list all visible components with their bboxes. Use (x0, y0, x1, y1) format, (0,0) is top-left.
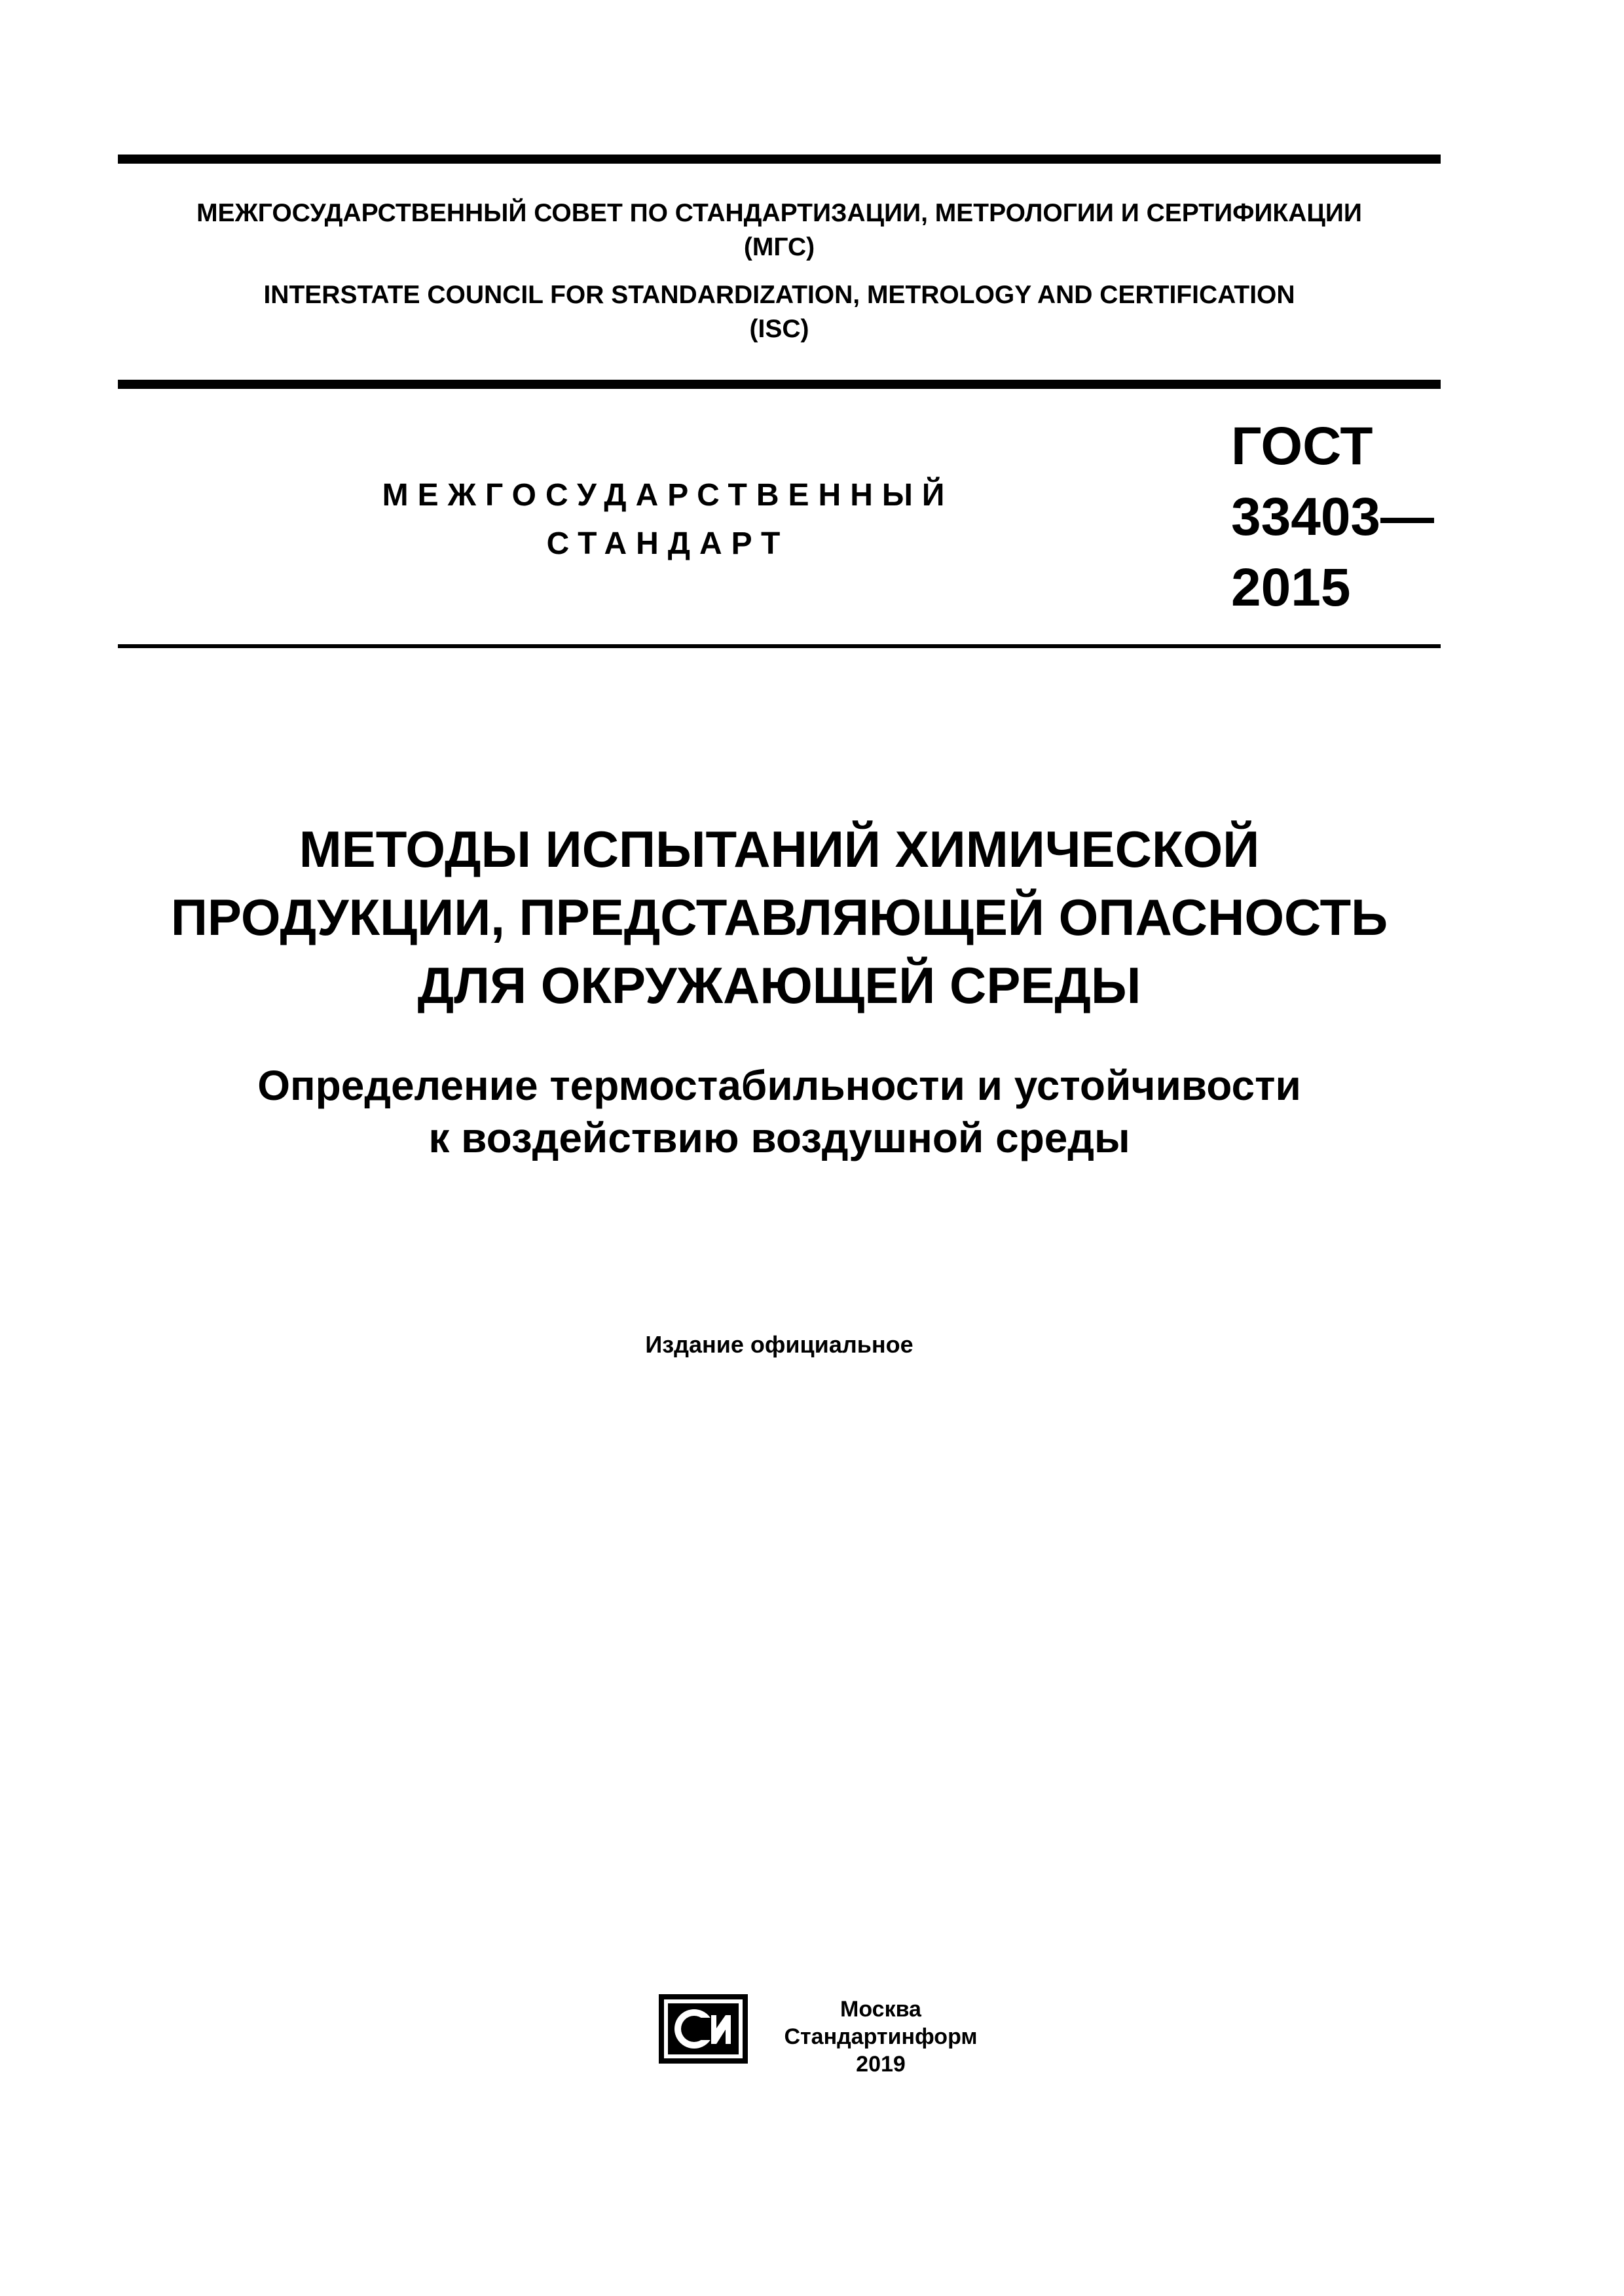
standard-kind (288, 471, 1048, 568)
council-name-ru (118, 196, 1441, 264)
publisher-info (773, 1995, 989, 2078)
document-title (118, 815, 1441, 1019)
publisher-year: 2019 (856, 2052, 906, 2077)
standard-number-line1: ГОСТ (1231, 416, 1373, 476)
subtitle-line2: к воздействию воздушной среды (428, 1114, 1130, 1161)
standard-kind-line2: СТАНДАРТ (546, 526, 790, 561)
standard-number-line3: 2015 (1231, 558, 1351, 617)
standard-bottom-rule (118, 644, 1441, 648)
document-subtitle (118, 1059, 1441, 1164)
standartinform-logo-icon (655, 1990, 752, 2068)
council-name-en (118, 278, 1441, 346)
publisher-city: Москва (840, 1997, 921, 2022)
publisher-name: Стандартинформ (784, 2024, 978, 2049)
council-ru-line2: (МГС) (743, 233, 815, 261)
title-line2: ПРОДУКЦИИ, ПРЕДСТАВЛЯЮЩЕЙ ОПАСНОСТЬ (170, 888, 1388, 946)
title-line1: МЕТОДЫ ИСПЫТАНИЙ ХИМИЧЕСКОЙ (299, 820, 1260, 878)
standard-number (1231, 411, 1447, 623)
top-rule (118, 155, 1441, 164)
council-ru-line1: МЕЖГОСУДАРСТВЕННЫЙ СОВЕТ ПО СТАНДАРТИЗАЦИИ, МЕТРОЛОГИИ И СЕРТИФИКАЦИИ (196, 199, 1362, 227)
header-bottom-rule (118, 380, 1441, 389)
edition-label: Издание официальное (645, 1331, 913, 1358)
council-en-line2: (ISC) (749, 315, 809, 343)
council-en-line1: INTERSTATE COUNCIL FOR STANDARDIZATION, METROLOGY AND CERTIFICATION (263, 281, 1295, 309)
standard-kind-line1: МЕЖГОСУДАРСТВЕННЫЙ (382, 478, 954, 513)
title-line3: ДЛЯ ОКРУЖАЮЩЕЙ СРЕДЫ (417, 957, 1141, 1014)
subtitle-line1: Определение термостабильности и устойчивости (257, 1062, 1301, 1109)
standard-number-line2: 33403— (1231, 487, 1435, 547)
